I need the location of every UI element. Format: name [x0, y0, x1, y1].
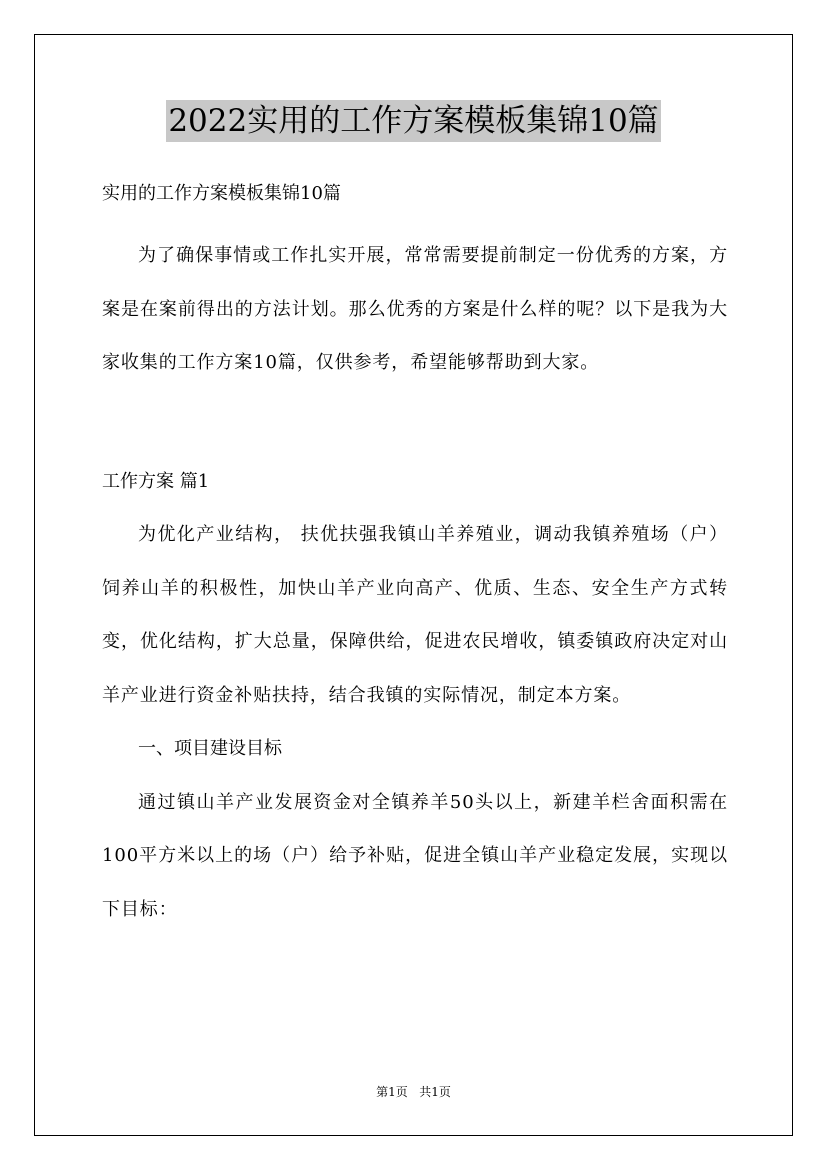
title-container [0, 100, 827, 142]
page-footer: 第1页 共1页 [376, 1085, 451, 1099]
section-heading: 工作方案 篇1 [102, 470, 210, 492]
section-paragraph-1: 为优化产业结构， 扶优扶强我镇山羊养殖业，调动我镇养殖场（户）饲养山羊的积极性，加快山羊产业向高产、优质、生态、安全生产方式转变，优化结构，扩大总量，保障供给，促进农民增收，镇委镇政府决定对山羊产业进行资金补贴扶持，结合我镇的实际情况，制定本方案。 [102, 524, 728, 706]
intro-paragraph: 为了确保事情或工作扎实开展，常常需要提前制定一份优秀的方案，方案是在案前得出的方法计划。那么优秀的方案是什么样的呢？以下是我为大家收集的工作方案10篇，仅供参考，希望能够帮助到大家。 [102, 245, 728, 373]
document-body [102, 175, 728, 936]
section-subheading: 一、项目建设目标 [138, 738, 282, 759]
document-subtitle: 实用的工作方案模板集锦10篇 [102, 183, 341, 204]
section-paragraph-2: 通过镇山羊产业发展资金对全镇养羊50头以上，新建羊栏舍面积需在100平方米以上的场（户）给予补贴，促进全镇山羊产业稳定发展，实现以下目标： [102, 791, 728, 920]
document-title: 2022实用的工作方案模板集锦10篇 [166, 100, 660, 142]
